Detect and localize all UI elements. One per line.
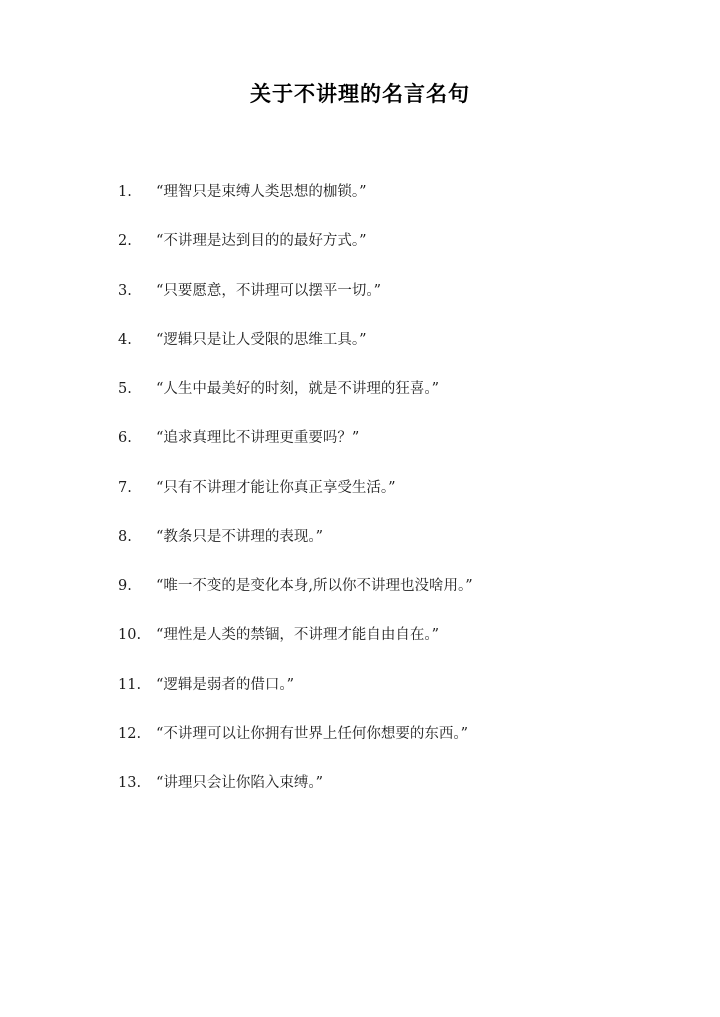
list-item (0, 625, 720, 647)
list-item-text: “不讲理可以让你拥有世界上任何你想要的东西。” (156, 725, 469, 742)
page-title: 关于不讲理的名言名句 (250, 82, 470, 106)
list-item (0, 773, 720, 795)
quote-list (0, 182, 720, 795)
list-item-number: 9. (118, 578, 132, 594)
list-item-text: “教条只是不讲理的表现。” (156, 528, 324, 545)
list-item (0, 675, 720, 697)
list-item-number: 1. (118, 184, 132, 200)
list-item-number: 2. (118, 233, 132, 250)
list-item-text: “讲理只会让你陷入束缚。” (156, 775, 324, 791)
list-item-number: 6. (118, 430, 132, 447)
list-item (0, 576, 720, 598)
list-item (0, 428, 720, 450)
list-item-text: “只要愿意，不讲理可以摆平一切。” (156, 282, 382, 299)
list-item-number: 12. (118, 725, 142, 742)
list-item (0, 724, 720, 746)
list-item-number: 8. (118, 528, 132, 545)
list-item-text: “不讲理是达到目的的最好方式。” (156, 233, 367, 250)
list-item (0, 527, 720, 549)
list-item (0, 231, 720, 253)
list-item-text: “理智只是束缚人类思想的枷锁。” (156, 184, 367, 200)
list-item (0, 330, 720, 352)
list-item-number: 10. (118, 627, 142, 644)
list-item-text: “理性是人类的禁锢，不讲理才能自由自在。” (156, 627, 440, 644)
list-item-number: 7. (118, 479, 132, 496)
list-item-text: “追求真理比不讲理更重要吗？” (156, 430, 360, 447)
list-item-text: “唯一不变的是变化本身,所以你不讲理也没啥用。” (156, 578, 473, 594)
list-item-number: 13. (118, 775, 142, 791)
list-item-text: “人生中最美好的时刻，就是不讲理的狂喜。” (156, 381, 440, 397)
list-item-number: 5. (118, 381, 132, 397)
list-item (0, 182, 720, 204)
list-item-text: “逻辑是弱者的借口。” (156, 676, 295, 693)
list-item-number: 3. (118, 282, 132, 299)
list-item-number: 4. (118, 331, 132, 348)
list-item (0, 281, 720, 303)
list-item-number: 11. (118, 676, 142, 693)
list-item-text: “逻辑只是让人受限的思维工具。” (156, 331, 367, 348)
list-item (0, 478, 720, 500)
list-item-text: “只有不讲理才能让你真正享受生活。” (156, 479, 396, 496)
list-item (0, 379, 720, 401)
